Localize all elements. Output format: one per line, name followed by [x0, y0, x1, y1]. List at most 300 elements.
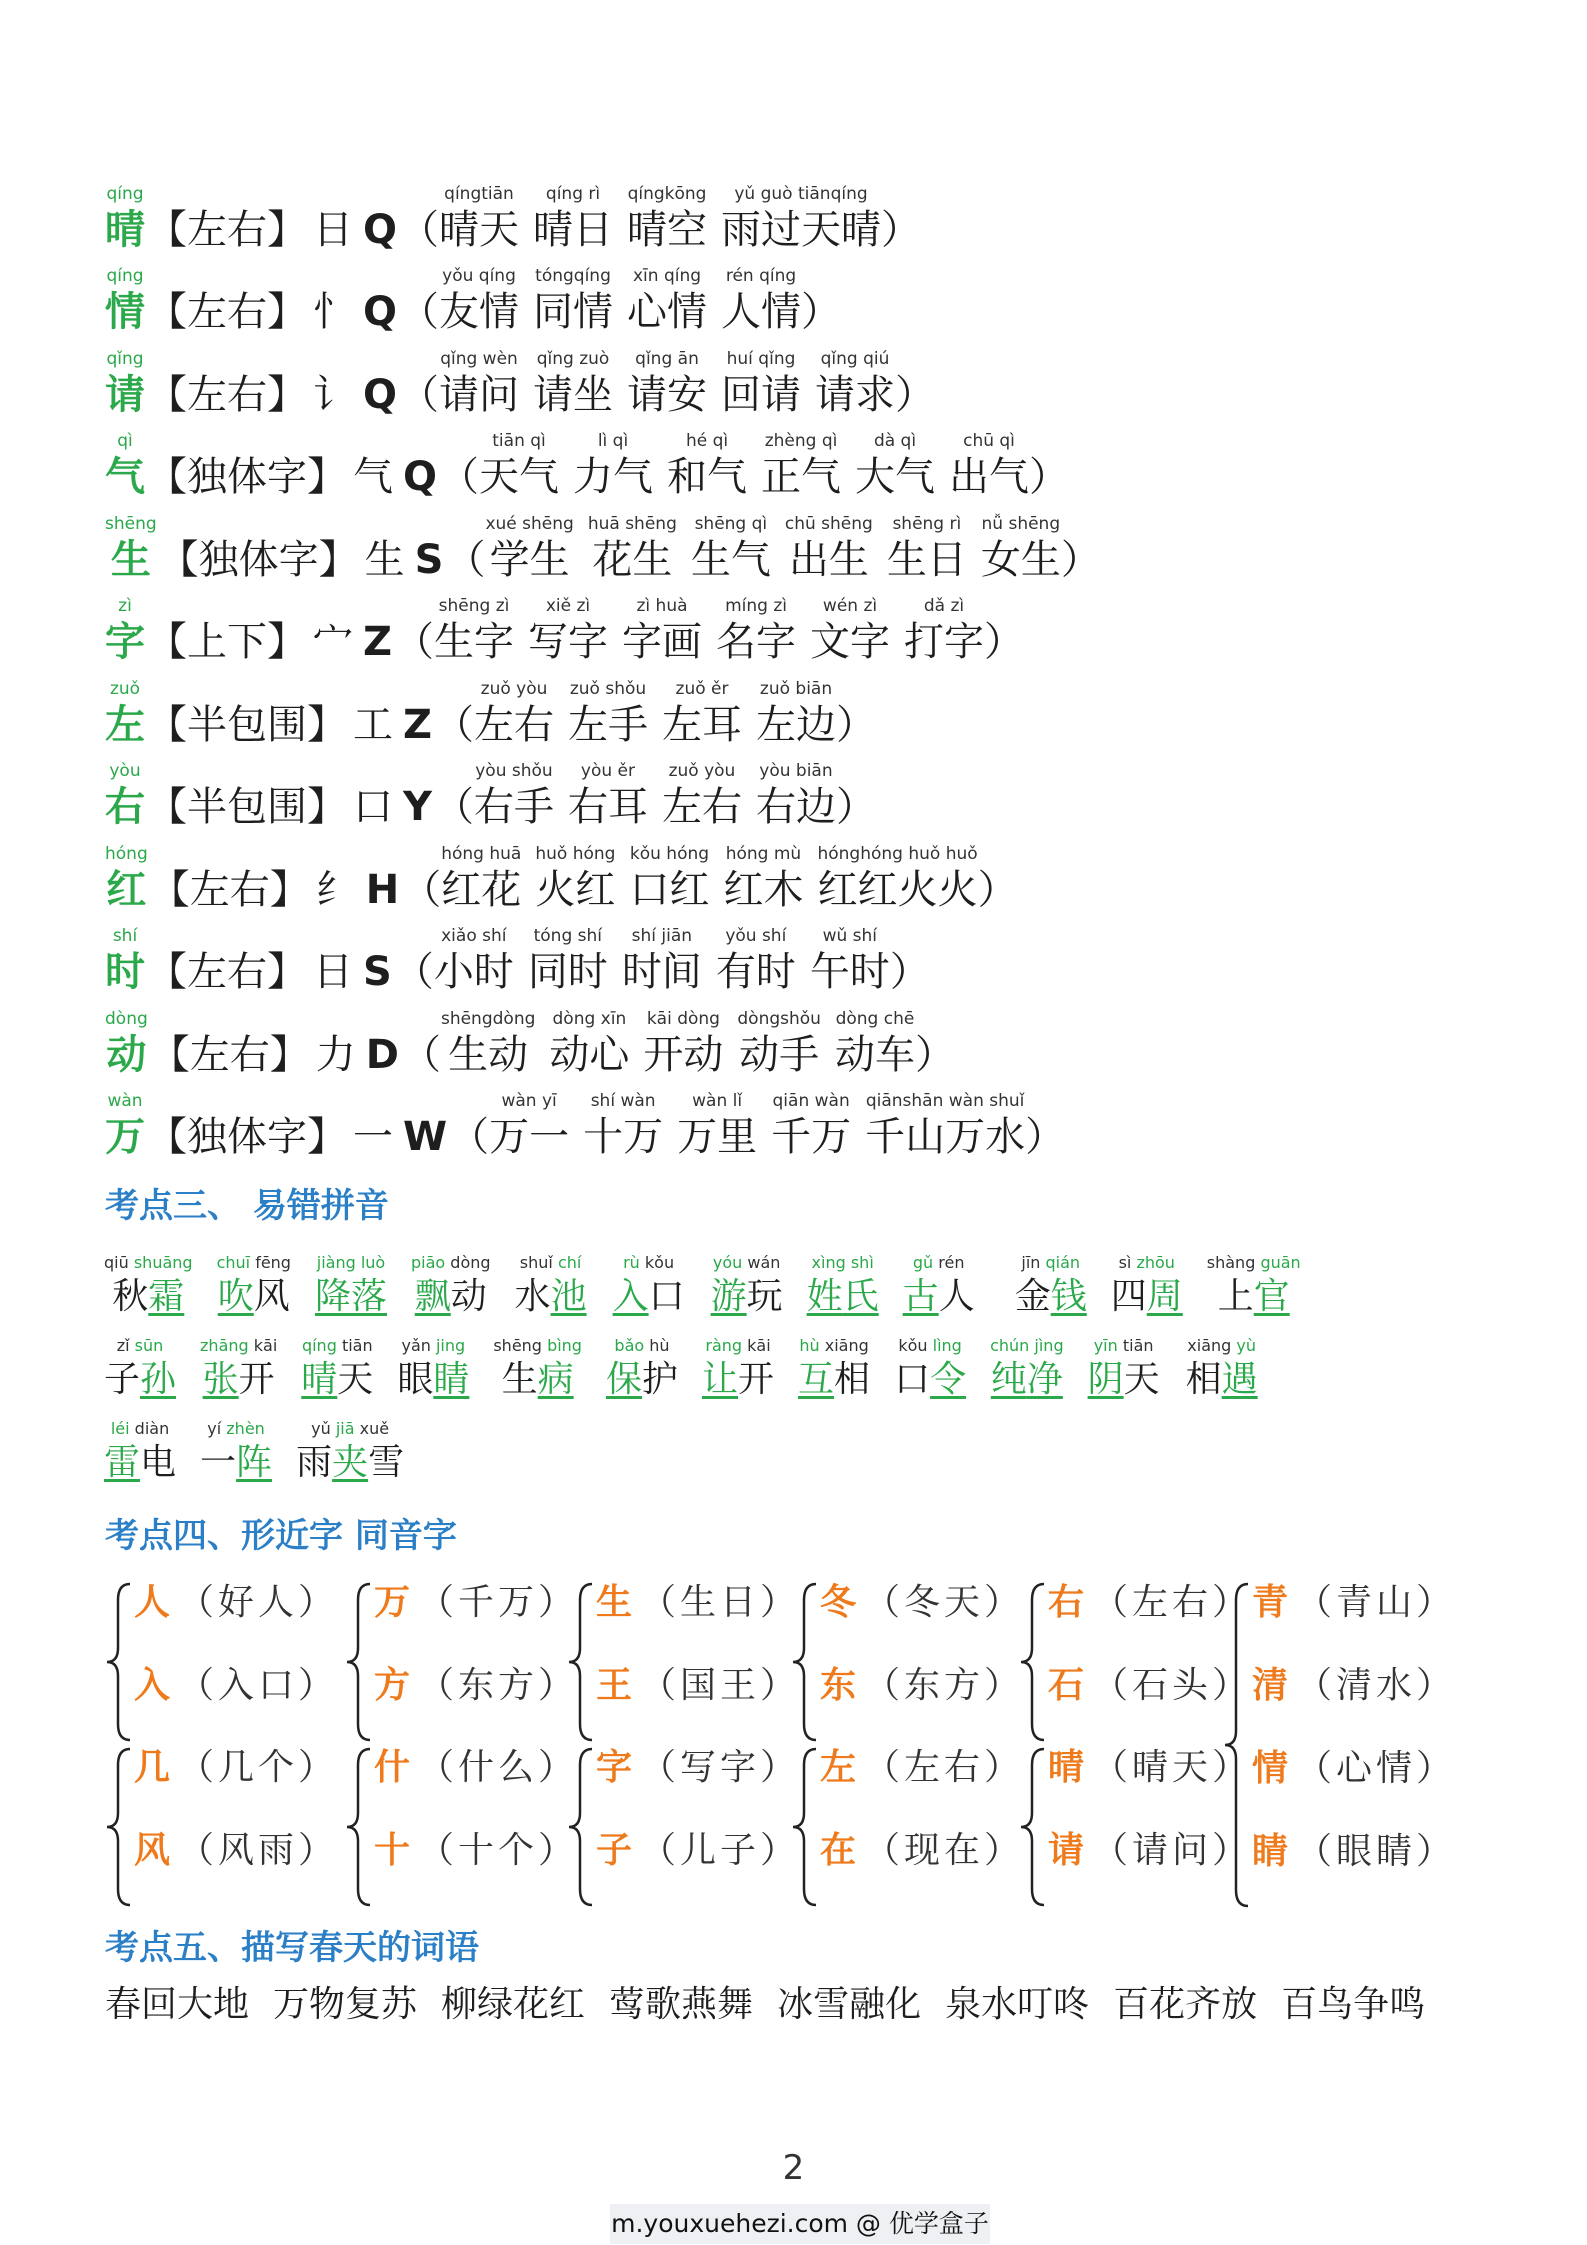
- radical: 日: [313, 206, 353, 253]
- word-cell: [721, 348, 801, 420]
- similar-item: [374, 1828, 578, 1873]
- word-characters: [903, 1274, 975, 1320]
- char-pinyin: zuǒ: [109, 678, 141, 699]
- radical: 力: [315, 1031, 356, 1078]
- word-pinyin: zuǒ yòu: [480, 678, 548, 699]
- word-pinyin: xué shēng: [485, 513, 574, 534]
- close-paren: ）: [1029, 454, 1070, 500]
- word-pinyin: xiǎo shí: [441, 926, 507, 946]
- word-pinyin: wǔ shí: [822, 926, 878, 946]
- char-pinyin: qíng: [106, 266, 144, 286]
- word-cell: [485, 513, 573, 585]
- syllable: rén: [938, 1253, 965, 1272]
- example-word: （什么）: [418, 1747, 579, 1788]
- syllable: gǔ: [912, 1253, 934, 1272]
- character: 四: [1110, 1276, 1147, 1317]
- word-cell: [756, 678, 836, 750]
- similar-group: [566, 1745, 801, 1915]
- word-text: 生日: [886, 536, 967, 583]
- syllable: yǎn: [401, 1336, 431, 1355]
- word-text: 和气: [667, 454, 748, 500]
- syllable: diàn: [134, 1419, 170, 1438]
- pinyin-word: [1088, 1335, 1160, 1403]
- word-cell: [810, 925, 890, 997]
- word-pinyin: qíngtiān: [444, 183, 514, 204]
- word-pinyin: yòu shǒu: [475, 761, 553, 781]
- similar-group: [1222, 1580, 1457, 1920]
- pinyin-word: [606, 1335, 678, 1403]
- example-word: （现在）: [864, 1830, 1025, 1871]
- word-pinyin: zuǒ biān: [759, 678, 833, 699]
- pinyin-word: [1015, 1252, 1087, 1320]
- structure-label: 【半包围】: [147, 701, 347, 748]
- example-word: （晴天）: [1092, 1747, 1253, 1788]
- example-word: （左右）: [1092, 1582, 1253, 1623]
- word-cell: [533, 348, 613, 420]
- example-word: （千万）: [418, 1582, 579, 1623]
- word-text: 雨过天晴: [721, 206, 882, 253]
- pinyin-word: [397, 1335, 469, 1403]
- word-text: 动车: [834, 1031, 915, 1078]
- char-cell: [105, 678, 145, 750]
- word-cell: [815, 348, 895, 420]
- pinyin-row: [111, 1418, 169, 1440]
- similar-char: 风: [134, 1829, 171, 1871]
- structure-label: 【独体字】: [147, 1114, 347, 1160]
- word-characters: [515, 1274, 587, 1320]
- example-word: （东方）: [864, 1665, 1025, 1706]
- char-glyph: 晴: [105, 205, 145, 253]
- word-cell: [528, 925, 608, 997]
- word-characters: [606, 1357, 678, 1403]
- word-pinyin: shēng rì: [892, 513, 962, 534]
- character: 落: [350, 1276, 387, 1317]
- similar-char: 生: [596, 1581, 633, 1623]
- syllable: xiāng: [1187, 1336, 1232, 1355]
- word-pinyin: kāi dòng: [646, 1008, 720, 1029]
- word-cell: [588, 513, 677, 585]
- structure-label: 【上下】: [147, 619, 307, 665]
- word-pinyin: qǐng qiú: [820, 348, 890, 369]
- word-pinyin: tóngqíng: [535, 266, 611, 286]
- char-row: [105, 915, 1545, 998]
- similar-item: [374, 1745, 578, 1790]
- pinyin-row: [1021, 1252, 1080, 1274]
- word-characters: [200, 1440, 272, 1486]
- pinyin-row: [990, 1335, 1064, 1357]
- curly-brace: [344, 1745, 374, 1909]
- word-text: 左右: [661, 784, 742, 830]
- structure-label: 【独体字】: [158, 536, 359, 583]
- pinyin-row: [812, 1252, 874, 1274]
- word-text: 右耳: [567, 784, 648, 830]
- syllable: yǔ: [311, 1419, 331, 1438]
- word-cell: [721, 265, 801, 337]
- pinyin-word: [1207, 1252, 1301, 1320]
- syllable: xuě: [359, 1419, 390, 1438]
- pinyin-word: [702, 1335, 774, 1403]
- word-text: 友情: [439, 289, 520, 335]
- spring-phrase: 冰雪融化: [777, 1984, 922, 2025]
- similar-char: 什: [374, 1746, 411, 1788]
- word-characters: [415, 1274, 487, 1320]
- similar-item: [374, 1580, 578, 1625]
- character: 相: [834, 1359, 871, 1400]
- open-paren: （: [393, 949, 434, 995]
- example-word: （眼睛）: [1296, 1831, 1457, 1872]
- char-glyph: 字: [105, 618, 145, 665]
- word-text: 红花: [441, 866, 522, 913]
- pinyin-initial: S: [363, 949, 392, 995]
- word-text: 写字: [528, 619, 609, 665]
- close-paren: ）: [1025, 1114, 1066, 1160]
- syllable: bìng: [547, 1336, 582, 1355]
- word-cell: [439, 183, 519, 255]
- char-glyph: 时: [105, 948, 145, 995]
- word-pinyin: shí wàn: [590, 1091, 656, 1111]
- character: 飘: [414, 1276, 451, 1317]
- word-characters: [104, 1440, 176, 1486]
- example-word: （东方）: [418, 1665, 579, 1706]
- pinyin-initial: Q: [403, 454, 438, 500]
- close-paren: ）: [835, 784, 876, 830]
- character: 阴: [1087, 1359, 1124, 1400]
- word-pinyin: qiān wàn: [772, 1091, 850, 1111]
- word-cell: [643, 1008, 723, 1080]
- char-glyph: 左: [105, 700, 145, 748]
- word-text: 学生: [489, 536, 570, 583]
- character: 官: [1253, 1276, 1290, 1317]
- open-paren: （: [399, 206, 440, 253]
- word-text: 动手: [739, 1031, 820, 1078]
- char-glyph: 红: [106, 865, 147, 913]
- syllable: shàng: [1206, 1253, 1256, 1272]
- char-cell: [105, 513, 157, 585]
- word-cell: [817, 843, 977, 915]
- curly-brace: [344, 1580, 374, 1744]
- syllable: lìng: [932, 1336, 962, 1355]
- pinyin-row: [1207, 1252, 1301, 1274]
- char-row: [105, 997, 1545, 1080]
- char-cell: [105, 925, 145, 997]
- similar-group: [790, 1745, 1025, 1915]
- pinyin-word: [200, 1418, 272, 1486]
- example-word: （国王）: [640, 1665, 801, 1706]
- similar-char: 万: [374, 1581, 411, 1623]
- pinyin-initial: S: [414, 536, 444, 583]
- pinyin-row: [913, 1252, 965, 1274]
- word-text: 心情: [627, 289, 708, 335]
- syllable: yóu: [712, 1253, 743, 1272]
- character: 夹: [332, 1442, 369, 1483]
- char-pinyin: qì: [117, 431, 133, 451]
- structure-label: 【左右】: [147, 371, 307, 418]
- pinyin-row: [302, 1335, 373, 1357]
- word-pinyin: shēng qì: [694, 513, 768, 534]
- word-text: 请坐: [533, 371, 614, 418]
- pinyin-row: [493, 1335, 582, 1357]
- char-cell: [105, 1008, 148, 1080]
- word-cell: [677, 1090, 757, 1162]
- character: 净: [1026, 1359, 1063, 1400]
- char-cell: [105, 430, 145, 502]
- pinyin-row: [200, 1335, 277, 1357]
- page-number: 2: [782, 2148, 805, 2188]
- structure-label: 【左右】: [147, 949, 307, 995]
- word-text: 生气: [690, 536, 771, 583]
- pinyin-word: [301, 1335, 373, 1403]
- syllable: jīn: [1021, 1253, 1041, 1272]
- similar-item: [1252, 1829, 1456, 1874]
- word-cell: [434, 595, 514, 667]
- word-text: 万一: [489, 1114, 570, 1160]
- pinyin-word: [493, 1335, 582, 1403]
- word-characters: [104, 1357, 176, 1403]
- char-pinyin: qǐng: [106, 348, 144, 369]
- word-characters: [296, 1440, 404, 1486]
- word-cell: [535, 843, 615, 915]
- char-cell: [105, 595, 145, 667]
- word-pinyin: míng zì: [725, 596, 787, 616]
- word-characters: [991, 1357, 1063, 1403]
- word-pinyin: xiě zì: [545, 596, 591, 616]
- syllable: qián: [1045, 1253, 1081, 1272]
- char-row: [105, 420, 1545, 503]
- example-word: （好人）: [178, 1582, 339, 1623]
- character: 相: [1185, 1359, 1222, 1400]
- word-characters: [112, 1274, 184, 1320]
- word-cell: [667, 430, 747, 502]
- structure-label: 【左右】: [147, 206, 307, 253]
- word-pinyin: zuǒ ěr: [675, 678, 729, 699]
- radical: 宀: [313, 619, 353, 665]
- pinyin-line: [104, 1252, 1301, 1320]
- close-paren: ）: [977, 866, 1018, 913]
- word-cell: [533, 183, 613, 255]
- word-text: 左耳: [662, 701, 743, 748]
- character: 人: [938, 1276, 975, 1317]
- word-characters: [711, 1274, 783, 1320]
- syllable: zǐ: [116, 1336, 130, 1355]
- word-cell: [439, 265, 519, 337]
- close-paren: ）: [801, 289, 842, 335]
- pinyin-row: [520, 1252, 582, 1274]
- pinyin-initial: Q: [363, 289, 398, 335]
- syllable: hù: [799, 1336, 820, 1355]
- curly-brace: [104, 1745, 134, 1909]
- character: 吹: [217, 1276, 254, 1317]
- open-paren: （: [399, 289, 440, 335]
- open-paren: （: [399, 371, 440, 418]
- word-text: 火红: [535, 866, 616, 913]
- pinyin-word: [411, 1252, 491, 1320]
- char-cell: [105, 348, 145, 420]
- char-glyph: 动: [106, 1030, 147, 1078]
- word-cell: [568, 760, 648, 832]
- char-cell: [105, 265, 145, 337]
- syllable: shēng: [493, 1336, 542, 1355]
- pinyin-initial: H: [365, 866, 400, 913]
- curly-brace: [1018, 1745, 1048, 1909]
- word-text: 时间: [621, 949, 702, 995]
- syllable: chí: [557, 1253, 582, 1272]
- word-characters: [702, 1357, 774, 1403]
- word-pinyin: qíng rì: [545, 183, 601, 204]
- word-pinyin: wàn yī: [501, 1091, 557, 1111]
- word-pinyin: tiān qì: [492, 431, 546, 451]
- word-text: 天气: [479, 454, 560, 500]
- radical: 生: [364, 536, 405, 583]
- section3-title: 考点三、 易错拼音: [105, 1186, 389, 1226]
- syllable: shuāng: [133, 1253, 193, 1272]
- spring-phrases: [105, 1982, 1449, 2028]
- char-glyph: 气: [105, 453, 145, 500]
- syllable: xìng: [811, 1253, 846, 1272]
- word-text: 女生: [980, 536, 1061, 583]
- pinyin-row: [1187, 1335, 1256, 1357]
- pinyin-word: [200, 1335, 277, 1403]
- word-cell: [489, 1090, 569, 1162]
- similar-char: 子: [596, 1829, 633, 1871]
- character: 动: [450, 1276, 487, 1317]
- char-cell: [105, 183, 145, 255]
- similar-char: 入: [134, 1664, 171, 1706]
- word-pinyin: dà qì: [873, 431, 917, 451]
- curly-brace: [790, 1580, 820, 1744]
- character-table: [105, 172, 1545, 1162]
- similar-char: 请: [1048, 1829, 1085, 1871]
- open-paren: （: [400, 1031, 441, 1078]
- syllable: jiàng: [316, 1253, 356, 1272]
- close-paren: ）: [914, 1031, 955, 1078]
- close-paren: ）: [836, 701, 877, 748]
- word-pinyin: zhèng qì: [764, 431, 838, 451]
- word-text: 晴天: [439, 206, 520, 253]
- word-cell: [549, 1008, 629, 1080]
- character: 水: [514, 1276, 551, 1317]
- syllable: bǎo: [614, 1336, 645, 1355]
- character: 张: [202, 1359, 239, 1400]
- pinyin-word: [903, 1252, 975, 1320]
- pinyin-initial: Z: [403, 701, 433, 748]
- syllable: shì: [850, 1253, 874, 1272]
- word-pinyin: huā shēng: [587, 513, 677, 534]
- word-text: 出生: [788, 536, 869, 583]
- word-pinyin: huí qǐng: [726, 348, 796, 369]
- char-row: [105, 337, 1545, 420]
- pinyin-word: [315, 1252, 387, 1320]
- word-cell: [434, 925, 514, 997]
- pinyin-row: [104, 1252, 193, 1274]
- word-characters: [1088, 1357, 1160, 1403]
- word-cell: [904, 595, 984, 667]
- syllable: chún: [990, 1336, 1030, 1355]
- character: 周: [1146, 1276, 1183, 1317]
- close-paren: ）: [984, 619, 1025, 665]
- radical: 口: [353, 784, 393, 830]
- character: 眼: [397, 1359, 434, 1400]
- spring-phrase: 柳绿花红: [441, 1984, 586, 2025]
- example-word: （石头）: [1092, 1665, 1253, 1706]
- word-cell: [810, 595, 890, 667]
- syllable: hù: [649, 1336, 670, 1355]
- word-text: 左右: [474, 701, 555, 748]
- character: 古: [902, 1276, 939, 1317]
- char-row: [105, 750, 1545, 833]
- syllable: jing: [435, 1336, 466, 1355]
- similar-group: [1018, 1580, 1253, 1750]
- character: 孙: [140, 1359, 177, 1400]
- similar-group: [104, 1745, 339, 1915]
- similar-item: [596, 1828, 800, 1873]
- word-cell: [785, 513, 873, 585]
- structure-label: 【左右】: [149, 1031, 310, 1078]
- char-cell: [105, 1090, 145, 1162]
- curly-brace: [104, 1580, 134, 1744]
- syllable: guān: [1260, 1253, 1301, 1272]
- word-pinyin: dòng chē: [835, 1008, 915, 1029]
- word-text: 人情: [721, 289, 802, 335]
- word-pinyin: lì qì: [597, 431, 629, 451]
- character: 互: [798, 1359, 835, 1400]
- word-text: 大气: [855, 454, 936, 500]
- character: 睛: [433, 1359, 470, 1400]
- word-characters: [798, 1357, 870, 1403]
- character: 降: [314, 1276, 351, 1317]
- word-cell: [583, 1090, 663, 1162]
- character: 口: [648, 1276, 685, 1317]
- character: 让: [702, 1359, 739, 1400]
- pinyin-row: [311, 1418, 389, 1440]
- word-text: 左手: [568, 701, 649, 748]
- word-cell: [622, 925, 702, 997]
- pinyin-row: [623, 1252, 674, 1274]
- word-cell: [568, 678, 648, 750]
- syllable: kāi: [253, 1336, 278, 1355]
- word-text: 晴空: [627, 206, 708, 253]
- word-characters: [613, 1274, 685, 1320]
- word-pinyin: yòu ěr: [580, 761, 636, 781]
- word-pinyin: qǐng wèn: [440, 348, 518, 369]
- syllable: xiāng: [824, 1336, 869, 1355]
- word-pinyin: dǎ zì: [923, 596, 965, 616]
- word-text: 打字: [904, 619, 985, 665]
- word-text: 力气: [573, 454, 654, 500]
- word-pinyin: tóng shí: [533, 926, 602, 946]
- pinyin-word: [104, 1252, 193, 1320]
- char-pinyin: zì: [118, 596, 132, 616]
- word-cell: [627, 265, 707, 337]
- word-text: 同情: [533, 289, 614, 335]
- word-pinyin: dòng xīn: [552, 1008, 627, 1029]
- word-cell: [474, 678, 554, 750]
- word-cell: [716, 925, 796, 997]
- word-pinyin: shēngdòng: [440, 1008, 536, 1029]
- character: 入: [612, 1276, 649, 1317]
- similar-char: 清: [1252, 1664, 1289, 1706]
- word-cell: [441, 843, 521, 915]
- word-characters: [1186, 1357, 1258, 1403]
- word-text: 开动: [643, 1031, 724, 1078]
- word-pinyin: shēng zì: [438, 596, 510, 616]
- word-pinyin: xīn qíng: [632, 266, 702, 286]
- pinyin-word: [104, 1418, 176, 1486]
- character: 纯: [990, 1359, 1027, 1400]
- syllable: zhāng: [200, 1336, 249, 1355]
- character: 氏: [842, 1276, 879, 1317]
- similar-char: 字: [596, 1746, 633, 1788]
- word-text: 口红: [629, 866, 710, 913]
